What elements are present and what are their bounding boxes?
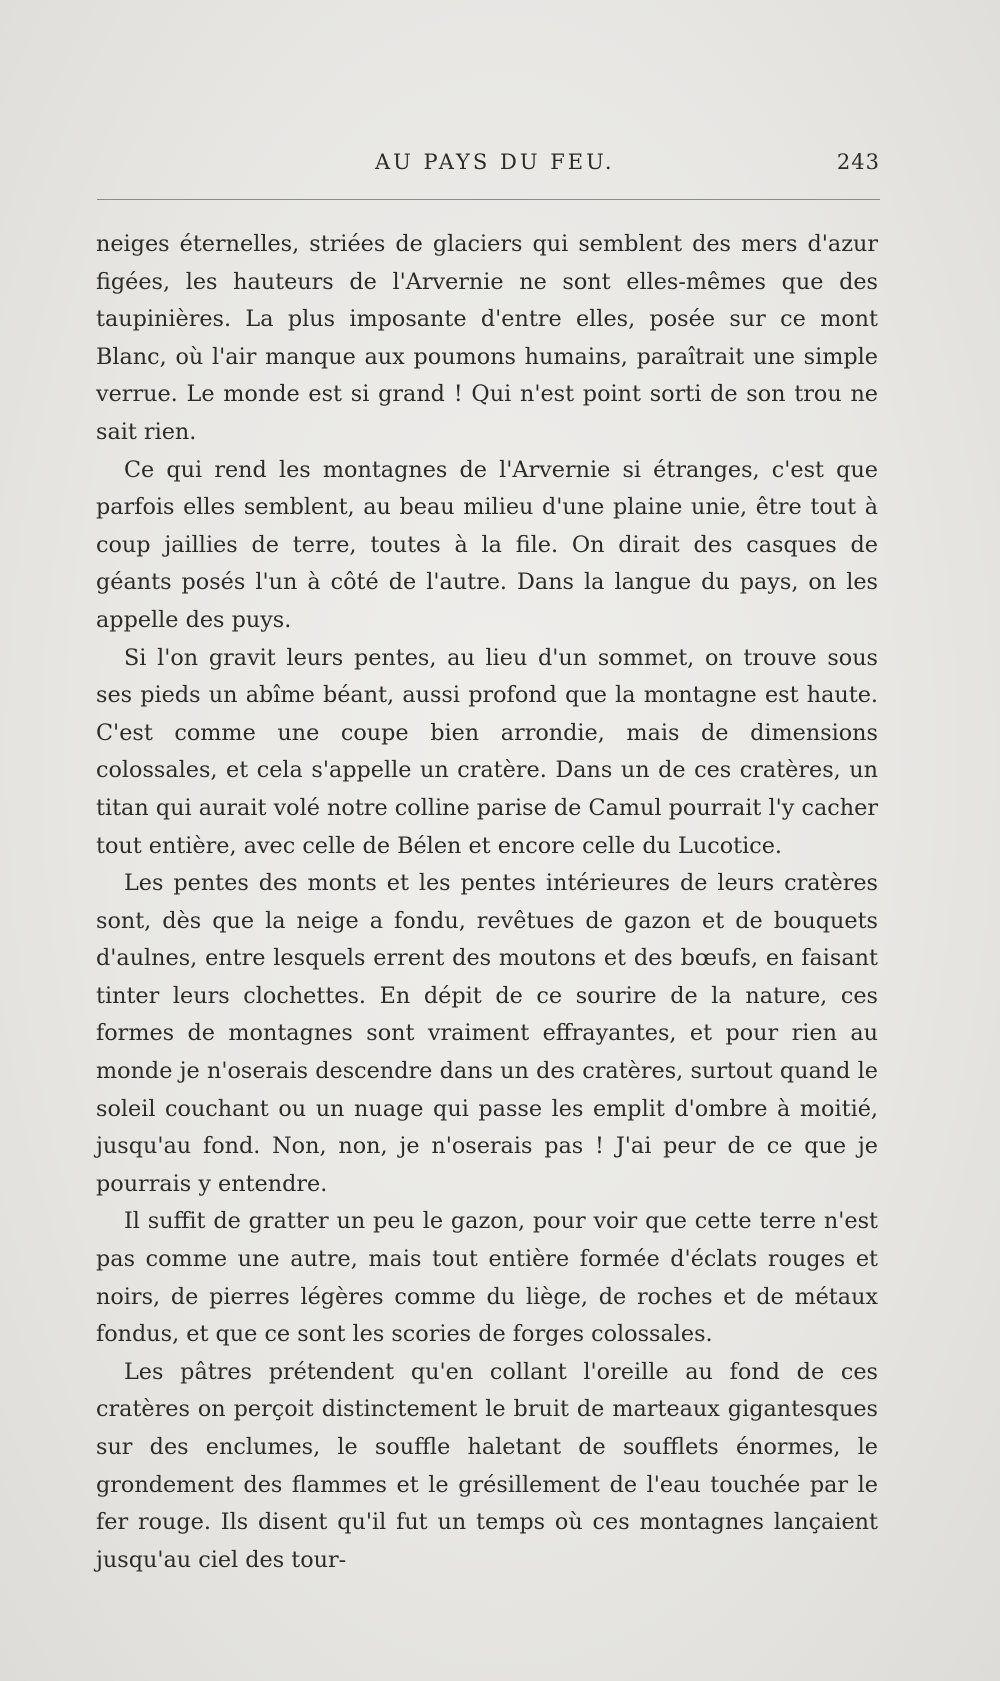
paragraph-2: Ce qui rend les montagnes de l'Arvernie si étranges, c'est que parfois elles semblent, au beau milieu d'une plaine unie, être tout à coup jaillies de terre, toutes à la file. On dirait des casques de géants posés l'un à côté de l'autre. Dans la langue du pays, on les appelle des puys. (96, 456, 878, 633)
paragraph-6: Les pâtres prétendent qu'en collant l'oreille au fond de ces cratères on perçoit distinctement le bruit de marteaux gigantesques sur des enclumes, le souffle haletant de soufflets énormes, le grondement des flammes et le grésillement de l'eau touchée par le fer rouge. Ils disent qu'il fut un temps où ces montagnes lançaient jusqu'au ciel des tour- (96, 1358, 878, 1573)
paragraph-5: Il suffit de gratter un peu le gazon, pour voir que cette terre n'est pas comme une autre, mais tout entière formée d'éclats rouges et noirs, de pierres légères comme du liège, de roches et de métaux fondus, et que ce sont les scories de forges colossales. (96, 1208, 878, 1348)
paragraph-1: neiges éternelles, striées de glaciers qui semblent des mers d'azur figées, les hauteurs de l'Arvernie ne sont elles-mêmes que des taupinières. La plus imposante d'entre elles, posée sur ce mont Blanc, où l'air manque aux poumons humains, paraîtrait une simple verrue. Le monde est si grand ! Qui n'est point sorti de son trou ne sait rien. (96, 231, 878, 445)
paragraph-3: Si l'on gravit leurs pentes, au lieu d'un sommet, on trouve sous ses pieds un abîme béant, aussi profond que la montagne est haute. C'est comme une coupe bien arrondie, mais de dimensions colossales, et cela s'appelle un cratère. Dans un de ces cratères, un titan qui aurait volé notre colline parise de Camul pourrait l'y cacher tout entière, avec celle de Bélen et encore celle du Lucotice. (96, 644, 878, 859)
paragraph-4: Les pentes des monts et les pentes intérieures de leurs cratères sont, dès que la neige a fondu, revêtues de gazon et de bouquets d'aulnes, entre lesquels errent des moutons et des bœufs, en faisant tinter leurs clochettes. En dépit de ce sourire de la nature, ces formes de montagnes sont vraiment effrayantes, et pour rien au monde je n'oserais descendre dans un des cratères, surtout quand le soleil couchant ou un nuage qui passe les emplit d'ombre à moitié, jusqu'au fond. Non, non, je n'oserais pas ! J'ai peur de ce que je pourrais y entendre. (96, 870, 878, 1197)
page-header (95, 150, 880, 182)
header-rule (97, 199, 880, 200)
page-number: 243 (836, 150, 880, 174)
running-title: AU PAYS DU FEU. (375, 150, 615, 174)
body-text (96, 226, 878, 1579)
